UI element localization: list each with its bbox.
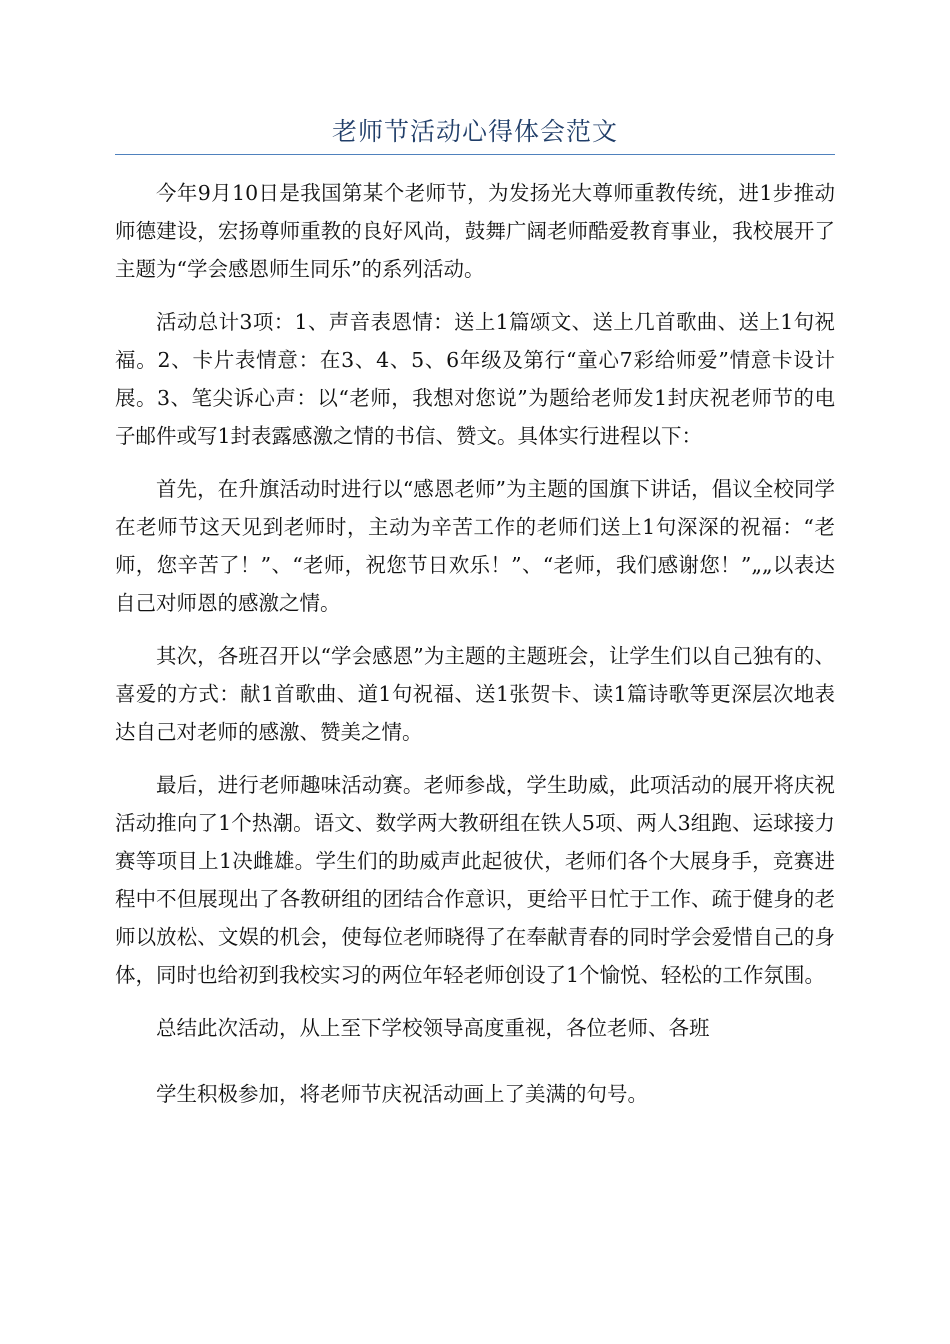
paragraph-intro: 今年9月10日是我国第某个老师节，为发扬光大尊师重教传统，进1步推动师德建设，宏扬尊师重教的良好风尚，鼓舞广阔老师酷爱教育事业，我校展开了主题为“学会感恩师生同乐”的系列活动。	[115, 181, 835, 281]
paragraph-second: 其次，各班召开以“学会感恩”为主题的主题班会，让学生们以自己独有的、喜爱的方式：献1首歌曲、道1句祝福、送1张贺卡、读1篇诗歌等更深层次地表达自己对老师的感激、赞美之情。	[115, 644, 835, 744]
paragraph-summary: 总结此次活动，从上至下学校领导高度重视，各位老师、各班	[156, 1016, 710, 1040]
document-title: 老师节活动心得体会范文	[331, 117, 618, 146]
paragraph-first: 首先，在升旗活动时进行以“感恩老师”为主题的国旗下讲话，倡议全校同学在老师节这天见到老师时，主动为辛苦工作的老师们送上1句深深的祝福：“老师，您辛苦了！”、“老师，祝您节日欢乐！”、“老师，我们感谢您！”„„以表达自己对师恩的感激之情。	[115, 477, 835, 615]
paragraph-finally: 最后，进行老师趣味活动赛。老师参战，学生助威，此项活动的展开将庆祝活动推向了1个热潮。语文、数学两大教研组在铁人5项、两人3组跑、运球接力赛等项目上1决雌雄。学生们的助威声此起彼伏，老师们各个大展身手，竞赛进程中不但展现出了各教研组的团结合作意识，更给平日忙于工作、疏于健身的老师以放松、文娱的机会，使每位老师晓得了在奉献青春的同时学会爱惜自己的身体，同时也给初到我校实习的两位年轻老师创设了1个愉悦、轻松的工作氛围。	[115, 773, 835, 987]
paragraph-closing: 学生积极参加，将老师节庆祝活动画上了美满的句号。	[156, 1082, 648, 1106]
title-underline	[115, 154, 835, 155]
document-body	[115, 174, 835, 1113]
paragraph-activities: 活动总计3项：1、声音表恩情：送上1篇颂文、送上几首歌曲、送上1句祝福。2、卡片表情意：在3、4、5、6年级及第行“童心7彩给师爱”情意卡设计展。3、笔尖诉心声：以“老师，我想对您说”为题给老师发1封庆祝老师节的电子邮件或写1封表露感激之情的书信、赞文。具体实行进程以下：	[115, 310, 835, 448]
